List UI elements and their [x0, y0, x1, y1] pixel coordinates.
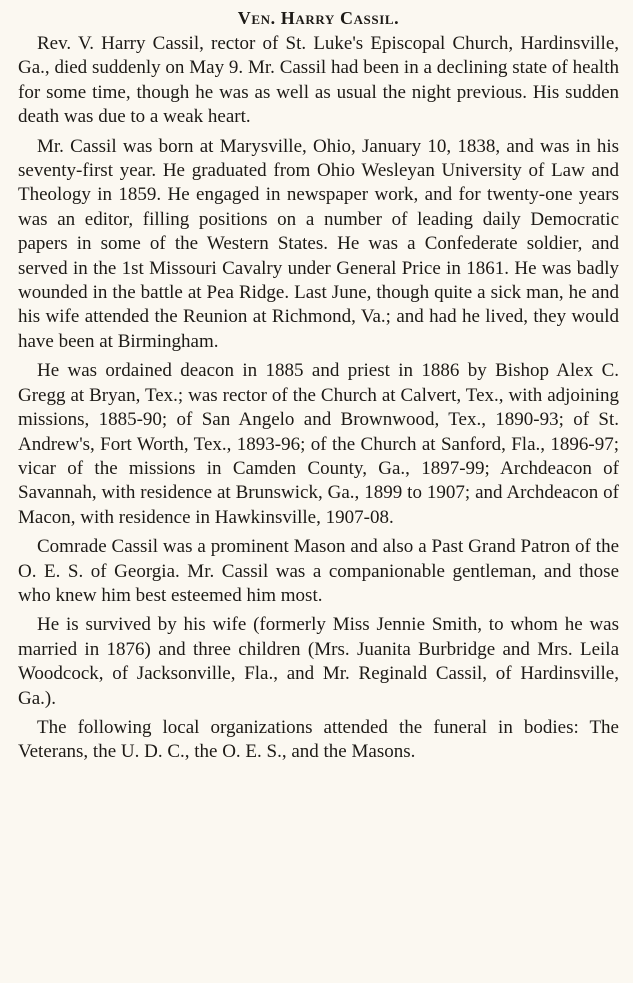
paragraph-ministry: He was ordained deacon in 1885 and priest in 1886 by Bishop Alex C. Gregg at Bryan, Tex.; was rector of the Church at Calvert, Tex., with adjoining missions, 1885-90; of San Angelo and Brownwood, Tex., 1890-93; of St. Andrew's, Fort Worth, Tex., 1893-96; of the Church at Sanford, Fla., 1896-97; vicar of the missions in Camden County, Ga., 1897-99; Archdeacon of Savannah, with residence at Brunswick, Ga., 1899 to 1907; and Archdeacon of Macon, with residence in Hawkinsville, 1907-08. — [18, 360, 619, 528]
article-title: Ven. Harry Cassil. — [237, 8, 400, 28]
paragraph-survivors: He is survived by his wife (formerly Miss Jennie Smith, to whom he was married in 1876) and three children (Mrs. Juanita Burbridge and Mrs. Leila Woodcock, of Jacksonville, Fla., and Mr. Reginald Cassil, of Hardinsville, Ga.). — [18, 614, 619, 709]
article-body — [18, 32, 619, 765]
paragraph-mason: Comrade Cassil was a prominent Mason and also a Past Grand Patron of the O. E. S. of Georgia. Mr. Cassil was a companionable gentleman, and those who knew him best esteemed him most. — [18, 536, 619, 606]
paragraph-biography: Mr. Cassil was born at Marysville, Ohio, January 10, 1838, and was in his seventy-first year. He graduated from Ohio Wesleyan University of Law and Theology in 1859. He engaged in newspaper work, and for twenty-one years was an editor, filling positions on a number of leading daily Democratic papers in some of the Western States. He was a Confederate soldier, and served in the 1st Missouri Cavalry under General Price in 1861. He was badly wounded in the battle at Pea Ridge. Last June, though quite a sick man, he and his wife attended the Reunion at Richmond, Va.; and had he lived, they would have been at Birmingham. — [18, 135, 619, 352]
paragraph-funeral: The following local organizations attended the funeral in bodies: The Veterans, the U. D. C., the O. E. S., and the Masons. — [18, 716, 619, 763]
paragraph-death-notice: Rev. V. Harry Cassil, rector of St. Luke's Episcopal Church, Hardinsville, Ga., died suddenly on May 9. Mr. Cassil had been in a declining state of health for some time, though he was as well as usual the night previous. His sudden death was due to a weak heart. — [18, 33, 619, 128]
